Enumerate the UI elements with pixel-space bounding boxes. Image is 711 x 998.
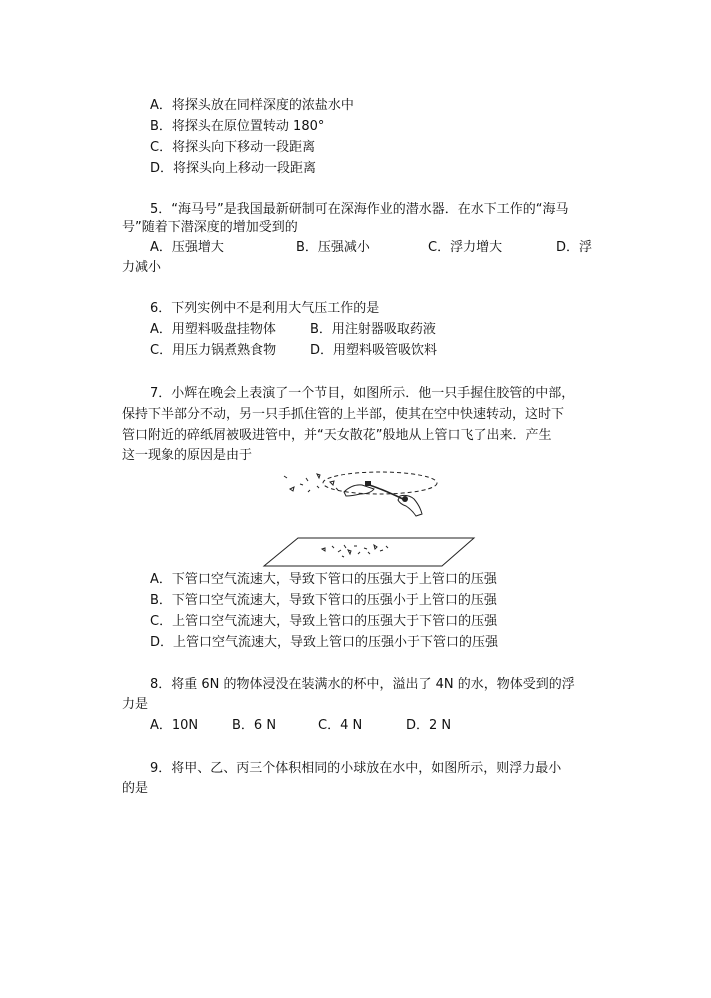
q4-option-d: D．将探头向上移动一段距离 <box>150 161 317 176</box>
paper-sheet <box>264 538 474 566</box>
q5-option-a: A．压强增大 <box>150 240 224 255</box>
q7-option-d: D．上管口空气流速大，导致上管口的压强小于下管口的压强 <box>150 635 499 650</box>
q6-option-d: D．用塑料吸管吸饮料 <box>310 343 438 358</box>
q7-stem-line4: 这一现象的原因是由于 <box>122 448 253 463</box>
q4-option-a: A．将探头放在同样深度的浓盐水中 <box>150 98 354 113</box>
q5-option-d: D．浮 <box>556 240 593 255</box>
q8-option-a: A．10N <box>150 718 199 733</box>
q8-option-b: B．6 N <box>232 718 277 733</box>
q6-option-b: B．用注射器吸取药液 <box>310 322 436 337</box>
q7-stem-line1: 7．小辉在晚会上表演了一个节目，如图所示．他一只手握住胶管的中部， <box>150 386 575 401</box>
q7-option-c: C．上管口空气流速大，导致上管口的压强大于下管口的压强 <box>150 614 498 629</box>
q7-stem-line2: 保持下半部分不动，另一只手抓住管的上半部，使其在空中快速转动，这时下 <box>122 407 565 422</box>
scraps-on-sheet <box>322 545 388 557</box>
q7-stem-line3: 管口附近的碎纸屑被吸进管中，并“天女散花”般地从上管口飞了出来．产生 <box>122 428 552 443</box>
tube-upper-mouth <box>365 481 371 486</box>
q5-stem-line1: 5．“海马号”是我国最新研制可在深海作业的潜水器．在水下工作的“海马 <box>150 202 569 217</box>
q8-option-c: C．4 N <box>318 718 363 733</box>
q7-option-b: B．下管口空气流速大，导致下管口的压强小于上管口的压强 <box>150 593 497 608</box>
q4-option-c: C．将探头向下移动一段距离 <box>150 140 316 155</box>
q8-option-d: D．2 N <box>406 718 452 733</box>
rotation-path <box>323 472 437 494</box>
q9-stem-line2: 的是 <box>122 781 149 796</box>
q6-stem: 6．下列实例中不是利用大气压工作的是 <box>150 301 380 316</box>
q6-option-a: A．用塑料吸盘挂物体 <box>150 322 276 337</box>
q7-figure <box>262 466 478 568</box>
q6-option-c: C．用压力锅煮熟食物 <box>150 343 277 358</box>
flying-scraps <box>284 474 338 492</box>
q5-option-c: C．浮力增大 <box>428 240 503 255</box>
q5-option-d-wrap: 力减小 <box>122 260 162 275</box>
q8-stem-line1: 8．将重 6N 的物体浸没在装满水的杯中，溢出了 4N 的水，物体受到的浮 <box>150 677 575 692</box>
upper-hand <box>344 485 374 496</box>
q5-option-b: B．压强减小 <box>296 240 370 255</box>
q4-option-b: B．将探头在原位置转动 180° <box>150 119 325 134</box>
q8-stem-line2: 力是 <box>122 697 149 712</box>
q7-option-a: A．下管口空气流速大，导致下管口的压强大于上管口的压强 <box>150 572 497 587</box>
q9-stem-line1: 9．将甲、乙、丙三个体积相同的小球放在水中，如图所示，则浮力最小 <box>150 761 562 776</box>
q5-stem-line2: 号”随着下潜深度的增加受到的 <box>122 220 298 235</box>
